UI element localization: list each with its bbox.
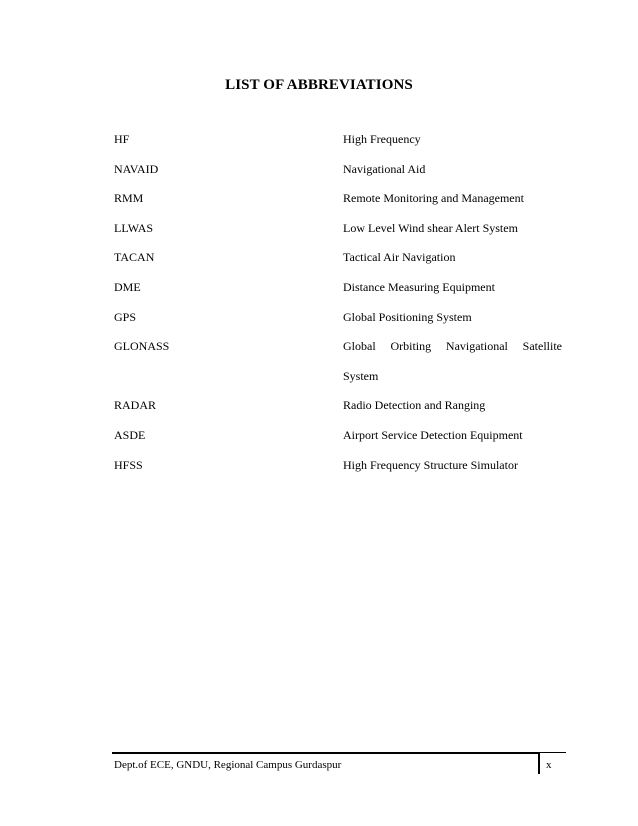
abbreviation-meaning: High Frequency <box>343 132 421 146</box>
abbreviation-row <box>114 190 564 220</box>
abbreviation-row-continuation <box>114 368 564 398</box>
abbreviation-meaning: Airport Service Detection Equipment <box>343 427 523 442</box>
abbreviation-term: GPS <box>114 309 137 324</box>
abbreviation-row <box>114 249 564 279</box>
abbreviation-term: TACAN <box>114 250 155 265</box>
abbreviation-meaning-continuation: System <box>343 368 379 383</box>
abbreviation-row <box>114 220 564 250</box>
meaning-word: Satellite <box>522 339 562 354</box>
abbreviation-meaning: Navigational Aid <box>343 161 426 176</box>
abbreviation-meaning: Global Positioning System <box>343 309 472 324</box>
abbreviation-row <box>114 397 564 427</box>
footer-divider <box>538 752 540 774</box>
abbreviation-meaning <box>343 338 562 354</box>
footer-text: Dept.of ECE, GNDU, Regional Campus Gurdaspur <box>114 759 342 771</box>
page-title: LIST OF ABBREVIATIONS <box>225 77 413 93</box>
abbreviation-term: ASDE <box>114 427 146 442</box>
page-number: x <box>546 759 552 771</box>
abbreviation-meaning: Remote Monitoring and Management <box>343 191 524 206</box>
abbreviation-meaning: High Frequency Structure Simulator <box>343 457 518 472</box>
abbreviation-row <box>114 161 564 191</box>
abbreviation-row <box>114 309 564 339</box>
meaning-word: Orbiting <box>390 339 432 354</box>
abbreviation-row <box>114 279 564 309</box>
abbreviation-term: HF <box>114 132 130 146</box>
meaning-word: Navigational <box>445 339 508 354</box>
abbreviation-meaning: Tactical Air Navigation <box>343 250 456 265</box>
abbreviation-row <box>114 427 564 457</box>
abbreviation-term: GLONASS <box>114 339 170 354</box>
footer-rule-right <box>538 752 566 753</box>
abbreviation-row <box>114 338 564 368</box>
abbreviation-term: LLWAS <box>114 220 154 235</box>
abbreviation-term: HFSS <box>114 457 143 472</box>
abbreviation-term: RMM <box>114 191 144 206</box>
abbreviation-term: DME <box>114 279 141 294</box>
abbreviation-term: RADAR <box>114 398 157 413</box>
abbreviation-list <box>114 131 564 486</box>
meaning-word: Global <box>343 339 376 354</box>
abbreviation-term: NAVAID <box>114 161 159 176</box>
abbreviation-meaning: Distance Measuring Equipment <box>343 279 495 294</box>
abbreviation-meaning: Low Level Wind shear Alert System <box>343 220 518 235</box>
abbreviation-meaning: Radio Detection and Ranging <box>343 398 486 413</box>
abbreviation-row <box>114 457 564 487</box>
footer-rule <box>112 752 538 754</box>
abbreviation-row <box>114 131 564 161</box>
